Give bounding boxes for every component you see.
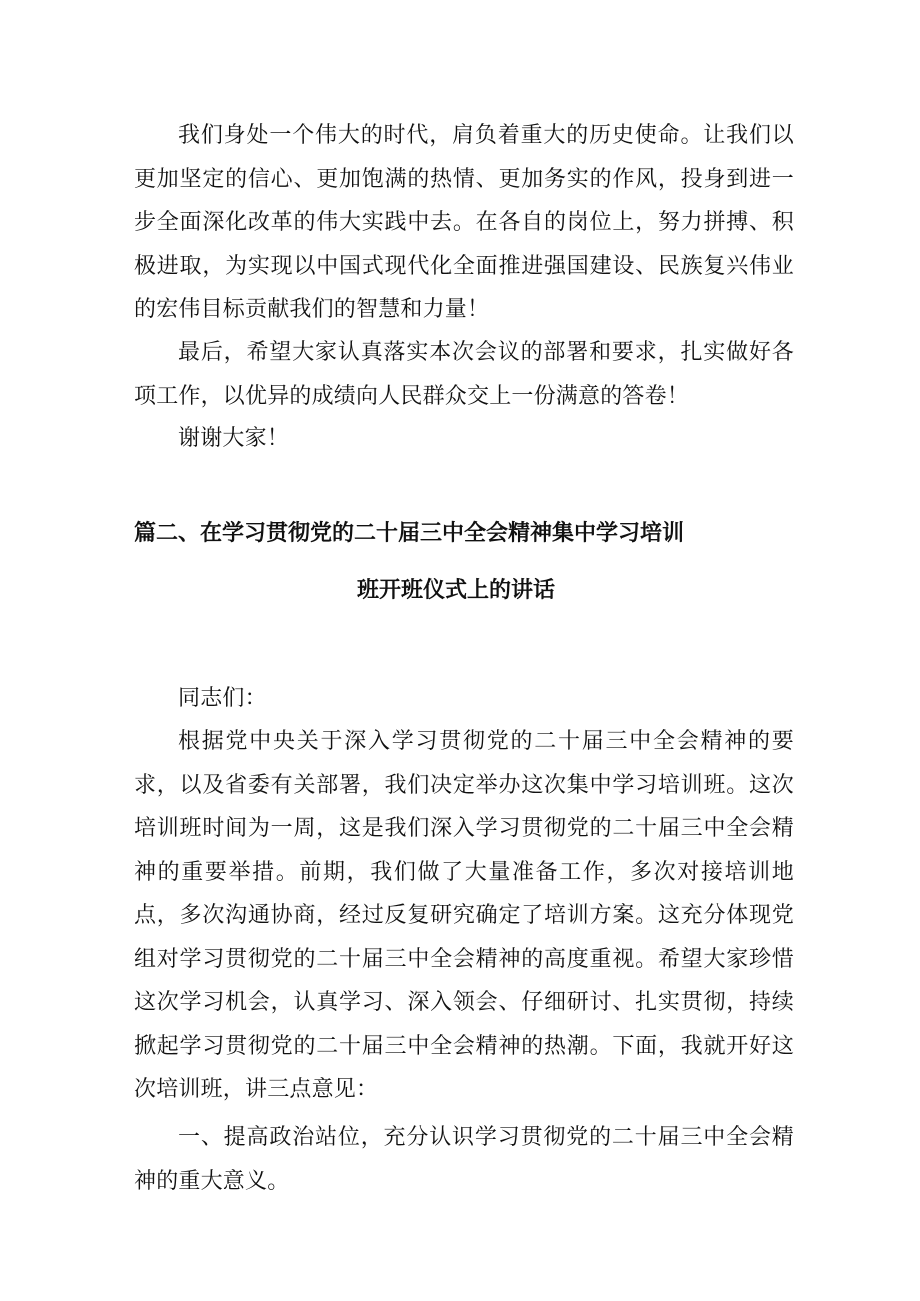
section-title-line2: 班开班仪式上的讲话 xyxy=(357,578,556,603)
section-title-line1: 篇二、在学习贯彻党的二十届三中全会精神集中学习培训 xyxy=(134,521,685,546)
salutation: 同志们： xyxy=(178,686,267,711)
thanks-paragraph: 谢谢大家！ xyxy=(178,426,290,451)
body-paragraph: 根据党中央关于深入学习贯彻党的二十届三中全会精神的要求，以及省委有关部署，我们决定举办这次集中学习培训班。这次培训班时间为一周，这是我们深入学习贯彻党的二十届三中全会精神的重要举措。前期，我们做了大量准备工作，多次对接培训地点，多次沟通协商，经过反复研究确定了培训方案。这充分体现党组对学习贯彻党的二十届三中全会精神的高度重视。希望大家珍惜这次学习机会，认真学习、深入领会、仔细研讨、扎实贯彻，持续掀起学习贯彻党的二十届三中全会精神的热潮。下面，我就开好这次培训班，讲三点意见： xyxy=(134,729,794,1102)
closing-paragraph: 我们身处一个伟大的时代，肩负着重大的历史使命。让我们以更加坚定的信心、更加饱满的热情、更加务实的作风，投身到进一步全面深化改革的伟大实践中去。在各自的岗位上，努力拼搏、积极进取，为实现以中国式现代化全面推进强国建设、民族复兴伟业的宏伟目标贡献我们的智慧和力量！ xyxy=(134,123,794,322)
final-request-paragraph: 最后，希望大家认真落实本次会议的部署和要求，扎实做好各项工作，以优异的成绩向人民群众交上一份满意的答卷！ xyxy=(134,340,794,409)
point-one-heading: 一、提高政治站位，充分认识学习贯彻党的二十届三中全会精神的重大意义。 xyxy=(134,1125,794,1194)
